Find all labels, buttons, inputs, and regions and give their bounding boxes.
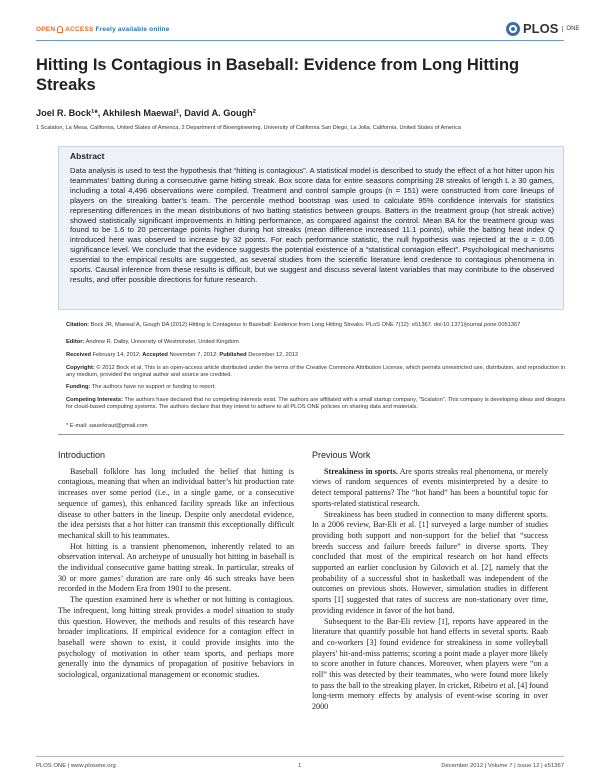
citation-line bbox=[66, 322, 566, 329]
email-line: * E-mail: sauerkraut@gmail.com bbox=[66, 423, 148, 429]
funding-label: Funding: bbox=[66, 384, 91, 390]
plos-logo-sub: ONE bbox=[562, 26, 579, 32]
previous-paragraph-2: Streakiness has been studied in connection to many different sports. In a 2006 review, Bar-Eli et al. [1] surveyed a large number of studies providing both support and non-support for the belief that “success breeds success and failure breeds failure” in diverse sports. They concluded that most of the empirical research on hot hand effects supported an earlier conclusion by Gilovich et al. [2], namely that the probability of a successful shot in basketball was independent of the outcomes on previous shots. However, simulation studies in different sports [1] suggested that rates of success are non-stationary over time, providing evidence in favor of the hot hand. bbox=[312, 509, 548, 615]
affiliations: 1 Scalaton, La Mesa, California, United States of America, 2 Department of Bioengineering, University of California San Diego, La Jolla, California, United States of America bbox=[36, 125, 462, 131]
meta-divider bbox=[58, 434, 564, 435]
article-title: Hitting Is Contagious in Baseball: Evidence from Long Hitting Streaks bbox=[36, 56, 520, 94]
copyright-text: © 2012 Bock et al. This is an open-access article distributed under the terms of the Creative Commons Attribution License, which permits unrestricted use, distribution, and reproduction in any medium, provided the original author and source are credited. bbox=[66, 365, 566, 379]
accepted-label: Accepted bbox=[142, 352, 168, 358]
access-label: ACCESS bbox=[65, 26, 94, 33]
editor-label: Editor: bbox=[66, 339, 85, 345]
accepted-date: November 7, 2012; bbox=[169, 352, 218, 358]
intro-paragraph-3: The question examined here is whether or not hitting is contagious. The infrequent, long hitting streak provides a model situation to study this question. However, the methods and results of this research have broader implications. If empirical evidence for a contagion effect in baseball were shown to exist, it could provide insights into the psychology of motivation in other team sports, and perhaps more generally into the dynamics of propagation of positive behaviors in sociological, organizational management or economic studies. bbox=[58, 595, 294, 680]
plos-logo-word: PLOS bbox=[523, 21, 559, 36]
plos-logo-icon bbox=[506, 22, 520, 36]
page-number: 1 bbox=[298, 763, 302, 769]
open-label: OPEN bbox=[36, 26, 56, 33]
copyright-label: Copyright: bbox=[66, 365, 95, 371]
open-lock-icon bbox=[57, 26, 63, 33]
competing-label: Competing Interests: bbox=[66, 397, 123, 403]
competing-text: The authors have declared that no competing interests exist. The authors are affiliated with a small startup company, “Scalaton”. This company is developing ideas and designs for cloud-based computing systems. The authors declare that they intend to adhere to all PLOS ONE policies on sharing data and materials. bbox=[66, 397, 566, 411]
introduction-column bbox=[58, 450, 294, 681]
editor-text: Andrew R. Dalby, University of Westminster, United Kingdom bbox=[85, 339, 239, 345]
abstract-text: Data analysis is used to test the hypothesis that “hitting is contagious”. A statistical model is described to study the effect of a hot hitter upon his teammates’ batting during a consecutive game hitting streak. Box score data for entire seasons comprising 28 streaks of length L ≥ 30 games, including a total 4,496 observations were compiled. Treatment and control sample groups (n = 151) were constructed from core lineups of players on the streaking batter’s team. The percentile method bootstrap was used to calculate 95% confidence intervals for statistics representing differences in the mean distributions of two batting statistics between groups. Batters in the treatment group (hot streak active) showed statistically significant improvements in hitting performance, as compared against the control. Mean BA for the treatment group was found to be 1.6 to 20 percentage points higher during hot streaks (mean difference increased 11.1 points), while the batting heat index Q introduced here was observed to increase by 32 points. For each performance statistic, the null hypothesis was rejected at the α = 0.05 significance level. We conclude that the evidence suggests the potential existence of a “statistical contagion effect”. Psychological mechanisms essential to the empirical results are suggested, as several studies from the scientific literature lend credence to contagious phenomena in sports. Causal inference from these results is difficult, but we suggest and discuss several latent variables that may contribute to the observed results, and offer possible directions for future research. bbox=[70, 166, 554, 284]
free-available-label: Freely available online bbox=[95, 26, 170, 33]
footer-divider bbox=[36, 756, 564, 757]
copyright-line bbox=[66, 365, 566, 380]
abstract-heading: Abstract bbox=[70, 151, 105, 161]
previous-work-heading: Previous Work bbox=[312, 450, 371, 460]
previous-work-column bbox=[312, 450, 548, 713]
footer-issue: December 2012 | Volume 7 | Issue 12 | e51367 bbox=[441, 763, 564, 769]
previous-paragraph-1-text: Are sports streaks real phenomena, or merely views of random sequences of events misinterpreted by a desire to detect temporal patterns? The “hot hand” has been a bountiful topic for sports-related statistical research. bbox=[312, 466, 548, 508]
citation-text: Bock JR, Maewal A, Gough DA (2012) Hitting Is Contagious in Baseball: Evidence from Long Hitting Streaks. PLoS ONE 7(12): e51367. doi:10.1371/journal.pone.0051367 bbox=[90, 322, 521, 328]
received-label: Received bbox=[66, 352, 91, 358]
introduction-heading: Introduction bbox=[58, 450, 106, 460]
published-label: Published bbox=[219, 352, 247, 358]
plos-logo bbox=[506, 21, 579, 36]
previous-paragraph-3: Subsequent to the Bar-Eli review [1], reports have appeared in the literature that quantify possible hot hand effects in several sports. Raab and co-workers [3] found evidence for streakiness in some volleyball players’ hit-and-miss patterns; scoring a point made a player more likely to score another in future chances. Moreover, when players were “on a roll” this was detected by their teammates, who were found more likely to pass the ball to the streaking player. In cricket, Ribeiro et al. [4] found long-term memory effects by analysis of event-wise scoring in over 2000 bbox=[312, 616, 548, 712]
author-list: Joel R. Bock¹*, Akhilesh Maewal¹, David A. Gough² bbox=[36, 108, 256, 118]
citation-label: Citation: bbox=[66, 322, 90, 328]
intro-paragraph-1: Baseball folklore has long included the belief that hitting is contagious, meaning that when an individual batter’s hit production rate increases over some period (i.e., in a single game, or a consecutive sequence of games), this enhanced facility spreads like an infectious disease to other batters in the lineup. Despite only anecdotal evidence, the idea persists that a hot hitter can transmit this exceptionally difficult mechanical skill to his teammates. bbox=[58, 466, 294, 540]
previous-paragraph-1 bbox=[312, 467, 548, 510]
editor-line bbox=[66, 339, 566, 346]
header-divider bbox=[36, 40, 564, 41]
funding-line bbox=[66, 384, 566, 391]
competing-interests-line bbox=[66, 397, 566, 412]
published-date: December 12, 2012 bbox=[248, 352, 299, 358]
open-access-badge bbox=[36, 26, 170, 33]
intro-paragraph-2: Hot hitting is a transient phenomenon, inherently related to an observation interval. An archetype of unusually hot hitting in baseball is the individual consecutive game batting streak. In particular, streaks of 30 or more games’ duration are rare only 46 such streaks have been recorded in the Modern Era from 1901 to the present. bbox=[58, 541, 294, 594]
received-date: February 14, 2012; bbox=[92, 352, 141, 358]
footer-journal: PLOS ONE | www.plosone.org bbox=[36, 763, 116, 769]
streakiness-subheading: Streakiness in sports. bbox=[324, 466, 398, 476]
funding-text: The authors have no support or funding to report. bbox=[91, 384, 216, 390]
dates-line bbox=[66, 352, 566, 359]
